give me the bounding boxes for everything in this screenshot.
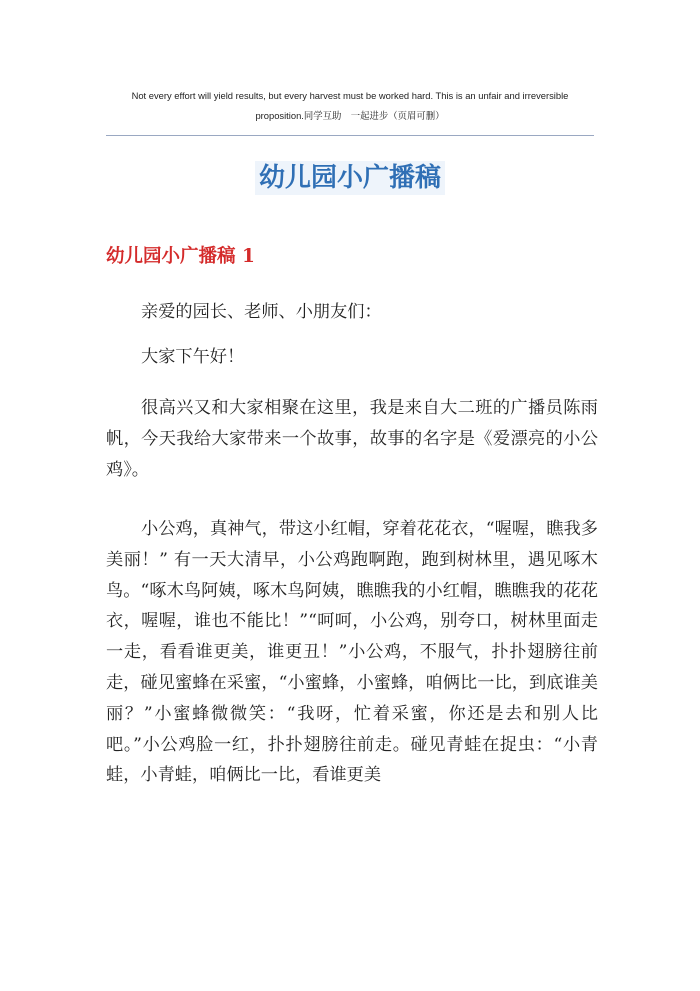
paragraph-greeting: 亲爱的园长、老师、小朋友们：	[141, 302, 382, 322]
paragraph-hello: 大家下午好！	[141, 347, 245, 367]
section-heading: 幼儿园小广播稿 1	[106, 246, 255, 267]
page-header-note: Not every effort will yield results, but every harvest must be worked hard. This is an unfair and irreversible proposition.同学互助 一起进步（页眉可删）	[131, 90, 569, 121]
paragraph-intro: 很高兴又和大家相聚在这里，我是来自大二班的广播员陈雨帆，今天我给大家带来一个故事，故事的名字是《爱漂亮的小公鸡》。	[106, 398, 598, 480]
document-title-text: 幼儿园小广播稿	[255, 161, 445, 195]
paragraph-story: 小公鸡，真神气，带这小红帽，穿着花花衣，“喔喔，瞧我多美丽！” 有一天大清早，小公鸡跑啊跑，跑到树林里，遇见啄木鸟。“啄木鸟阿姨，啄木鸟阿姨，瞧瞧我的小红帽，瞧瞧我的花花衣，喔喔，谁也不能比！”“呵呵，小公鸡，别夸口，树林里面走一走，看看谁更美，谁更丑！”小公鸡，不服气，扑扑翅膀往前走，碰见蜜蜂在采蜜，“小蜜蜂，小蜜蜂，咱俩比一比，到底谁美丽？”小蜜蜂微微笑：“我呀，忙着采蜜，你还是去和别人比吧。”小公鸡脸一红，扑扑翅膀往前走。碰见青蛙在捉虫：“小青蛙，小青蛙，咱俩比一比，看谁更美	[106, 519, 598, 786]
document-title	[0, 160, 700, 196]
header-divider	[106, 135, 594, 136]
